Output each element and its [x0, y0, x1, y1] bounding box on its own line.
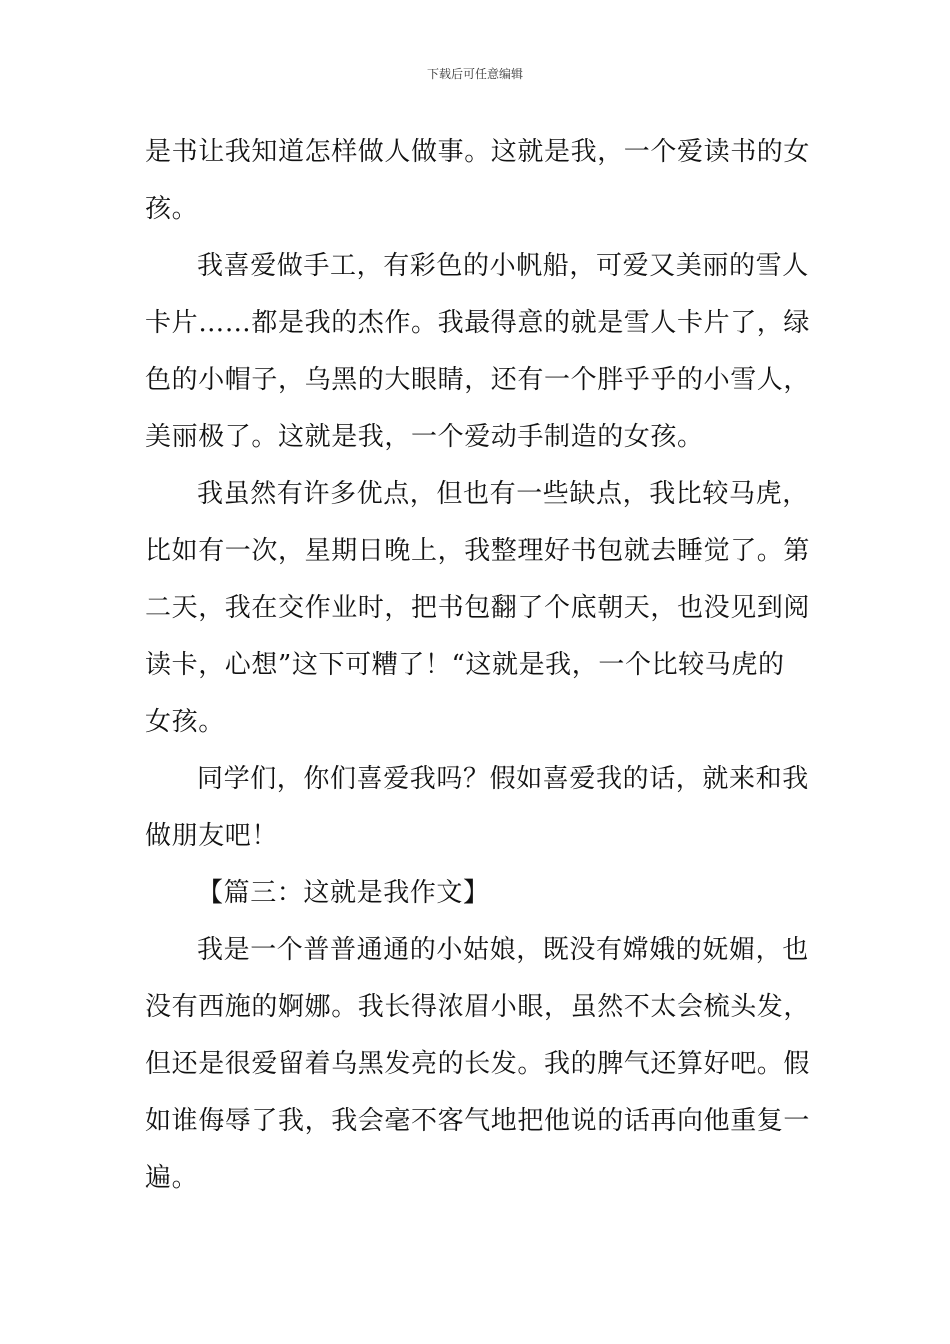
text-line: 我是一个普普通通的小姑娘，既没有嫦娥的妩媚，也 — [197, 935, 809, 965]
text-line: 同学们，你们喜爱我吗？假如喜爱我的话，就来和我 — [197, 764, 809, 794]
text-line: 做朋友吧！ — [145, 821, 279, 851]
text-line: 美丽极了。这就是我，一个爱动手制造的女孩。 — [145, 422, 704, 452]
text-line: 如谁侮辱了我，我会毫不客气地把他说的话再向他重复一 — [145, 1106, 811, 1136]
text-line: 是书让我知道怎样做人做事。这就是我，一个爱读书的女 — [145, 137, 811, 167]
page-header: 下载后可任意编辑 — [426, 67, 523, 81]
text-line: 孩。 — [145, 194, 199, 224]
text-line: 色的小帽子，乌黑的大眼睛，还有一个胖乎乎的小雪人， — [145, 365, 811, 395]
text-line: 但还是很爱留着乌黑发亮的长发。我的脾气还算好吧。假 — [145, 1049, 811, 1079]
text-line: 卡片……都是我的杰作。我最得意的就是雪人卡片了，绿 — [145, 308, 811, 338]
text-line: 我喜爱做手工，有彩色的小帆船，可爱又美丽的雪人 — [197, 251, 809, 281]
text-line: 比如有一次，星期日晚上，我整理好书包就去睡觉了。第 — [145, 536, 811, 566]
text-line: 女孩。 — [145, 707, 225, 737]
document-body — [145, 124, 811, 1207]
text-line: 我虽然有许多优点，但也有一些缺点，我比较马虎， — [197, 479, 809, 509]
text-line: 没有西施的婀娜。我长得浓眉小眼，虽然不太会梳头发， — [145, 992, 811, 1022]
text-line: 遍。 — [145, 1163, 199, 1193]
text-line: 二天，我在交作业时，把书包翻了个底朝天，也没见到阅 — [145, 593, 811, 623]
text-line: 读卡，心想”这下可糟了！“这就是我，一个比较马虎的 — [145, 650, 785, 680]
section-heading: 【篇三：这就是我作文】 — [197, 878, 490, 908]
